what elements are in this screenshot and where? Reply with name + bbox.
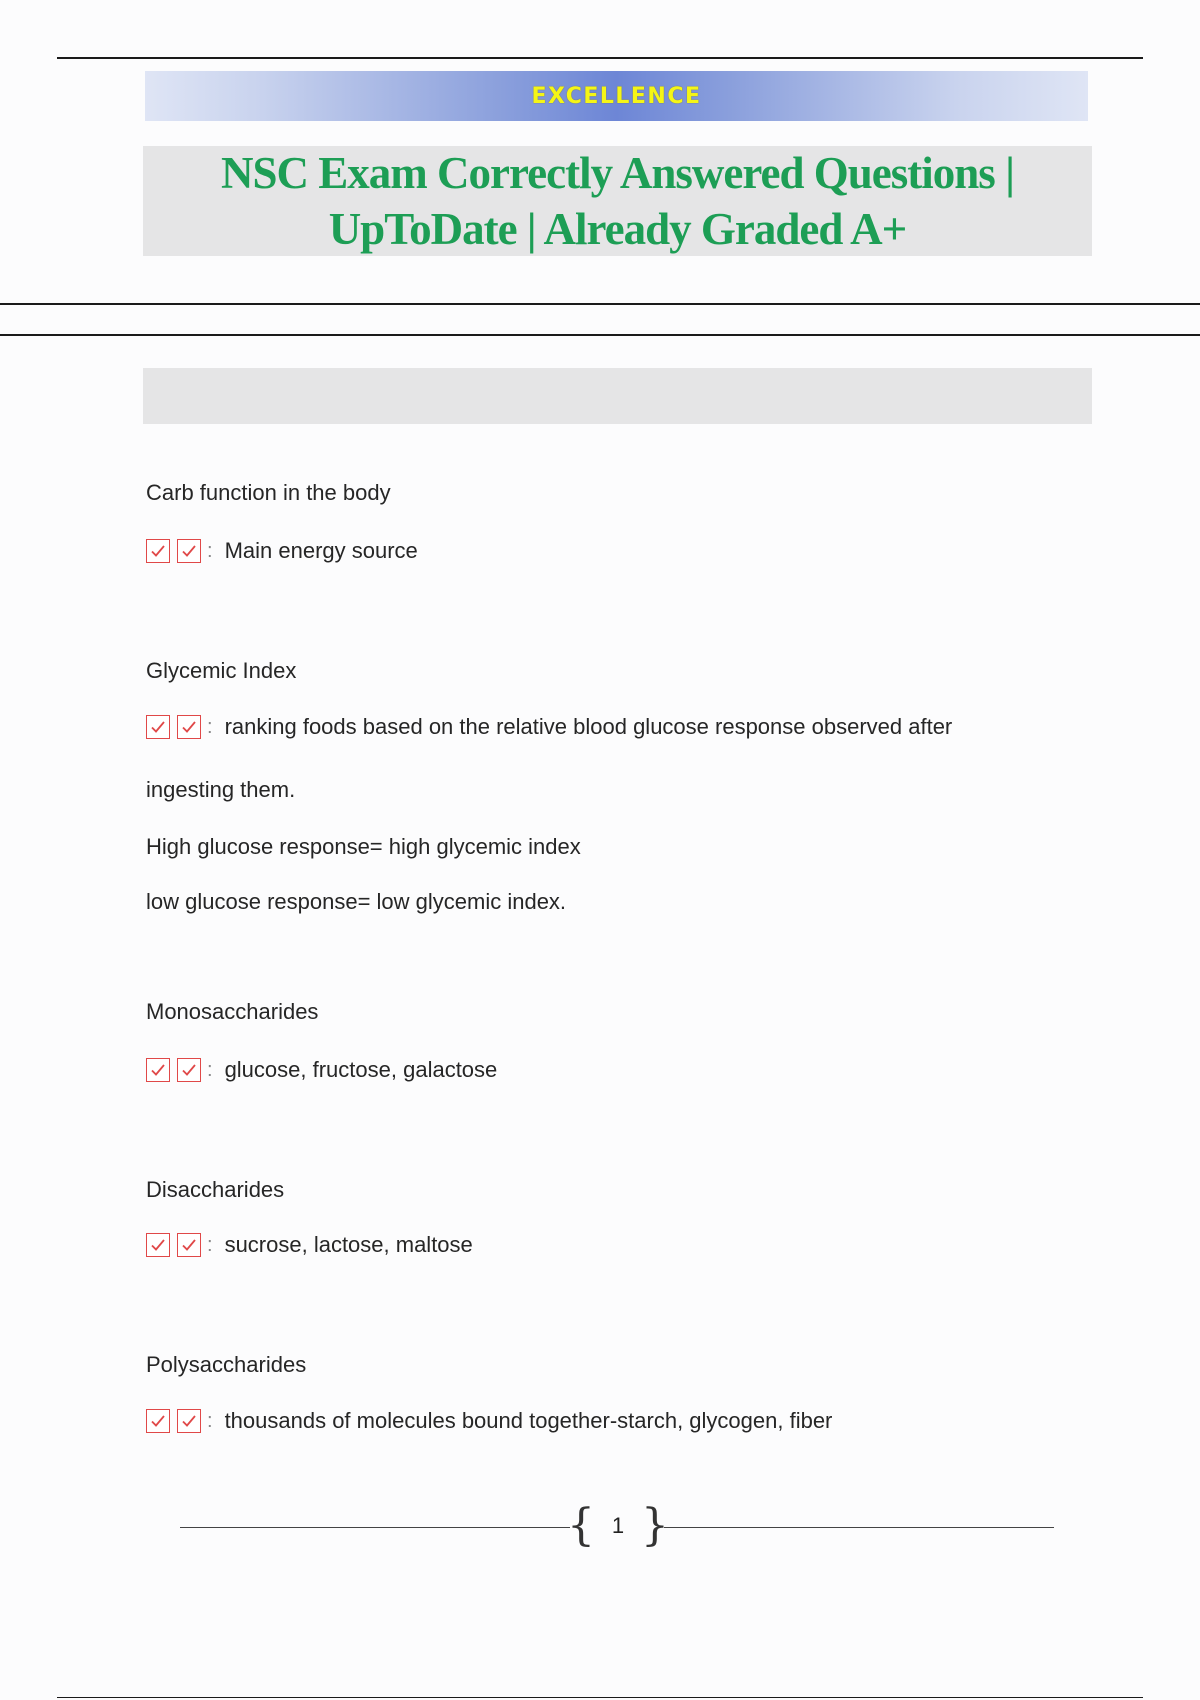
excellence-banner (145, 71, 1088, 121)
title-box (143, 146, 1092, 256)
page-number: 1 (611, 1513, 625, 1538)
right-brace-icon: } (641, 1500, 669, 1551)
page-title: NSC Exam Correctly Answered Questions | UpToDate | Already Graded A+ (221, 148, 1014, 254)
top-rule (57, 57, 1143, 59)
check-box-icon (177, 539, 201, 563)
answer-text: ranking foods based on the relative blood glucose response observed after (224, 714, 953, 739)
answer-2-line-3: low glucose response= low glycemic index. (146, 889, 567, 914)
check-box-icon (177, 1233, 201, 1257)
answer-colon: : (207, 715, 213, 738)
footer-line-right (664, 1527, 1054, 1528)
bottom-rule (57, 1697, 1143, 1698)
answer-4 (146, 1232, 473, 1258)
question-4: Disaccharides (146, 1177, 285, 1202)
question-1: Carb function in the body (146, 480, 391, 505)
answer-2 (146, 714, 952, 740)
header-divider-top (0, 303, 1200, 305)
answer-1 (146, 538, 418, 564)
answer-colon: : (207, 539, 213, 562)
answer-5 (146, 1408, 832, 1434)
answer-colon: : (207, 1058, 213, 1081)
answer-text: glucose, fructose, galactose (224, 1057, 498, 1082)
check-box-icon (146, 1233, 170, 1257)
question-2: Glycemic Index (146, 658, 297, 683)
check-box-icon (177, 1058, 201, 1082)
check-box-icon (146, 539, 170, 563)
check-box-icon (177, 1409, 201, 1433)
question-3: Monosaccharides (146, 999, 319, 1024)
banner-text: EXCELLENCE (531, 83, 702, 109)
question-5: Polysaccharides (146, 1352, 307, 1377)
answer-colon: : (207, 1233, 213, 1256)
footer-line-left (180, 1527, 570, 1528)
answer-text: Main energy source (224, 538, 418, 563)
answer-text: thousands of molecules bound together-starch, glycogen, fiber (224, 1408, 833, 1433)
answer-2-continuation: ingesting them. (146, 777, 296, 802)
check-box-icon (146, 1409, 170, 1433)
header-divider-bottom (0, 334, 1200, 336)
blank-gray-box (143, 368, 1092, 424)
left-brace-icon: { (567, 1500, 595, 1551)
check-box-icon (146, 1058, 170, 1082)
page-number-group (567, 1500, 669, 1551)
answer-2-line-2: High glucose response= high glycemic index (146, 834, 581, 859)
check-box-icon (146, 715, 170, 739)
answer-text: sucrose, lactose, maltose (224, 1232, 473, 1257)
answer-3 (146, 1057, 497, 1083)
answer-colon: : (207, 1409, 213, 1432)
check-box-icon (177, 715, 201, 739)
